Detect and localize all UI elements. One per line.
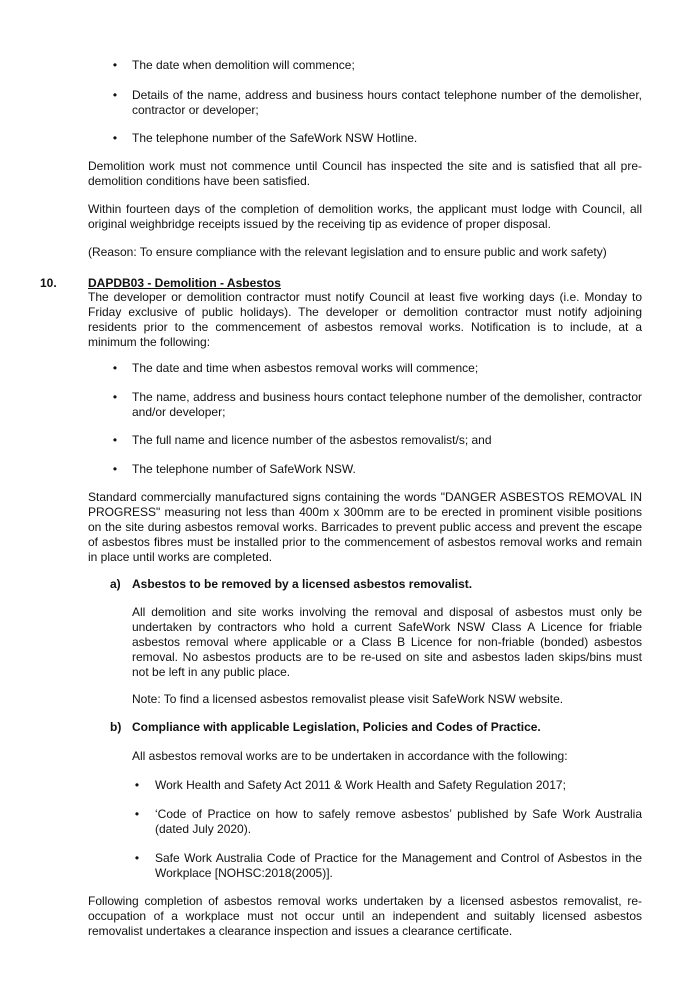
- list-item: The full name and licence number of the asbestos removalist/s; and: [132, 433, 492, 447]
- closing-paragraph: Following completion of asbestos removal works undertaken by a licensed asbestos removalist, re-occupation of a workplace must not occur until an independent and suitably licensed asbestos removalist undertakes a clearance inspection and issues a clearance certificate.: [88, 894, 642, 938]
- bullet-dot: •: [134, 851, 140, 865]
- sub-a-paragraph-1: All demolition and site works involving the removal and disposal of asbestos must only be undertaken by contractors who hold a current SafeWork NSW Class A Licence for friable asbestos removal where applicable or a Class B Licence for non-friable (bonded) asbestos removal. No asbestos products are to be re-used on site and asbestos laden skips/bins must not be left in any public place.: [132, 605, 642, 679]
- bullet-dot: •: [112, 131, 118, 145]
- list-item: The date when demolition will commence;: [132, 58, 355, 72]
- list-item: Safe Work Australia Code of Practice for the Management and Control of Asbestos in the Workplace [NOHSC:2018(2005)].: [155, 851, 642, 880]
- list-item: Details of the name, address and business hours contact telephone number of the demolisher, contractor or developer;: [132, 88, 642, 117]
- list-item: The date and time when asbestos removal works will commence;: [132, 361, 479, 375]
- list-item: The name, address and business hours contact telephone number of the demolisher, contractor and/or developer;: [132, 390, 642, 419]
- section-number: 10.: [40, 276, 57, 290]
- list-item: The telephone number of SafeWork NSW.: [132, 462, 356, 476]
- sub-title-a: Asbestos to be removed by a licensed asbestos removalist.: [132, 577, 473, 591]
- bullet-dot: •: [112, 88, 118, 102]
- sub-label-a: a): [110, 577, 121, 591]
- list-item: ‘Code of Practice on how to safely remove asbestos’ published by Safe Work Australia (dated July 2020).: [155, 807, 642, 836]
- paragraph-precommence: Demolition work must not commence until Council has inspected the site and is satisfied that all pre-demolition conditions have been satisfied.: [88, 159, 642, 188]
- bullet-dot: •: [112, 433, 118, 447]
- paragraph-reason: (Reason: To ensure compliance with the relevant legislation and to ensure public and work safety): [88, 245, 607, 259]
- bullet-dot: •: [112, 462, 118, 476]
- list-item: Work Health and Safety Act 2011 & Work Health and Safety Regulation 2017;: [155, 778, 566, 792]
- bullet-dot: •: [112, 58, 118, 72]
- signs-paragraph: Standard commercially manufactured signs containing the words "DANGER ASBESTOS REMOVAL IN PROGRESS" measuring not less than 400m x 300mm are to be erected in prominent visible positions on the site during asbestos removal works. Barricades to prevent public access and prevent the escape of asbestos fibres must be installed prior to the commencement of asbestos removal works and remain in place until works are completed.: [88, 490, 642, 564]
- sub-title-b: Compliance with applicable Legislation, Policies and Codes of Practice.: [132, 720, 541, 734]
- sub-label-b: b): [110, 720, 122, 734]
- paragraph-weighbridge: Within fourteen days of the completion of demolition works, the applicant must lodge with Council, all original weighbridge receipts issued by the receiving tip as evidence of proper disposal.: [88, 202, 642, 231]
- section-intro: The developer or demolition contractor must notify Council at least five working days (i.e. Monday to Friday exclusive of public holidays). The developer or demolition contractor must notify adjoining residents prior to the commencement of asbestos removal works. Notification is to include, at a minimum the following:: [88, 290, 642, 349]
- sub-a-paragraph-2: Note: To find a licensed asbestos removalist please visit SafeWork NSW website.: [132, 692, 564, 706]
- sub-b-intro: All asbestos removal works are to be undertaken in accordance with the following:: [132, 749, 568, 763]
- bullet-dot: •: [112, 361, 118, 375]
- list-item: The telephone number of the SafeWork NSW Hotline.: [132, 131, 418, 145]
- bullet-dot: •: [134, 807, 140, 821]
- section-heading: DAPDB03 - Demolition - Asbestos: [88, 276, 281, 290]
- bullet-dot: •: [112, 390, 118, 404]
- bullet-dot: •: [134, 778, 140, 792]
